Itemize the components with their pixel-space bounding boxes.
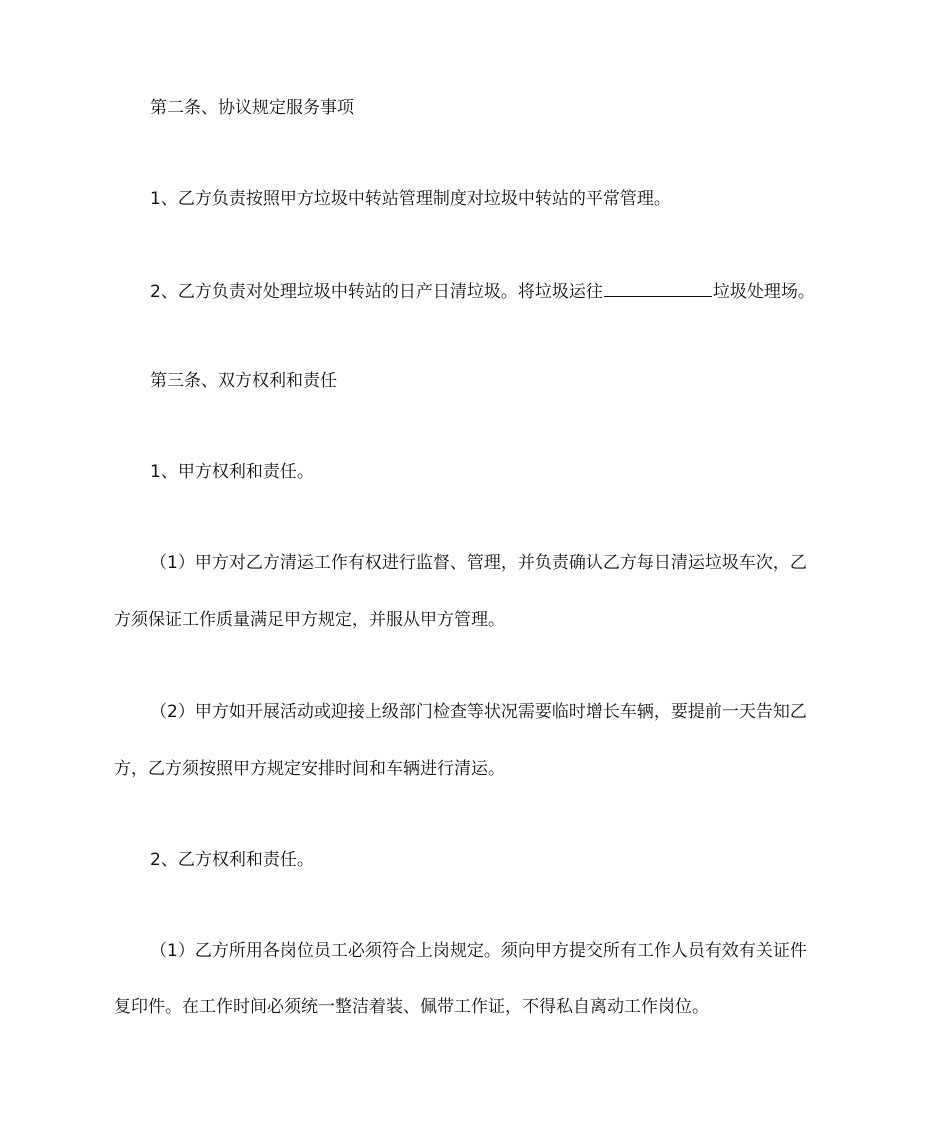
- article2-item2: [150, 280, 815, 303]
- partyA-paragraph1-line1: （1）甲方对乙方清运工作有权进行监督、管理，并负责确认乙方每日清运垃圾车次，乙: [150, 553, 807, 573]
- article2-item2-text-after: 垃圾处理场。: [712, 282, 815, 302]
- article2-item2-text-before: 2、乙方负责对处理垃圾中转站的日产日清垃圾。将垃圾运往: [150, 282, 603, 302]
- partyB-paragraph1-line1: （1）乙方所用各岗位员工必须符合上岗规定。须向甲方提交所有工作人员有效有关证件: [150, 941, 807, 961]
- article2-item1: 1、乙方负责按照甲方垃圾中转站管理制度对垃圾中转站的平常管理。: [150, 189, 671, 209]
- partyB-heading: 2、乙方权利和责任。: [150, 850, 314, 870]
- fill-in-blank: [604, 280, 712, 297]
- partyA-paragraph1-line2: 方须保证工作质量满足甲方规定，并服从甲方管理。: [114, 610, 505, 630]
- article3-title: 第三条、双方权利和责任: [150, 371, 337, 391]
- partyA-paragraph2-line1: （2）甲方如开展活动或迎接上级部门检查等状况需要临时增长车辆，要提前一天告知乙: [150, 702, 807, 722]
- partyA-heading: 1、甲方权利和责任。: [150, 462, 314, 482]
- partyB-paragraph1-line2: 复印件。在工作时间必须统一整洁着装、佩带工作证，不得私自离动工作岗位。: [114, 997, 709, 1017]
- article2-title: 第二条、协议规定服务事项: [150, 98, 354, 118]
- partyA-paragraph2-line2: 方，乙方须按照甲方规定安排时间和车辆进行清运。: [114, 759, 505, 779]
